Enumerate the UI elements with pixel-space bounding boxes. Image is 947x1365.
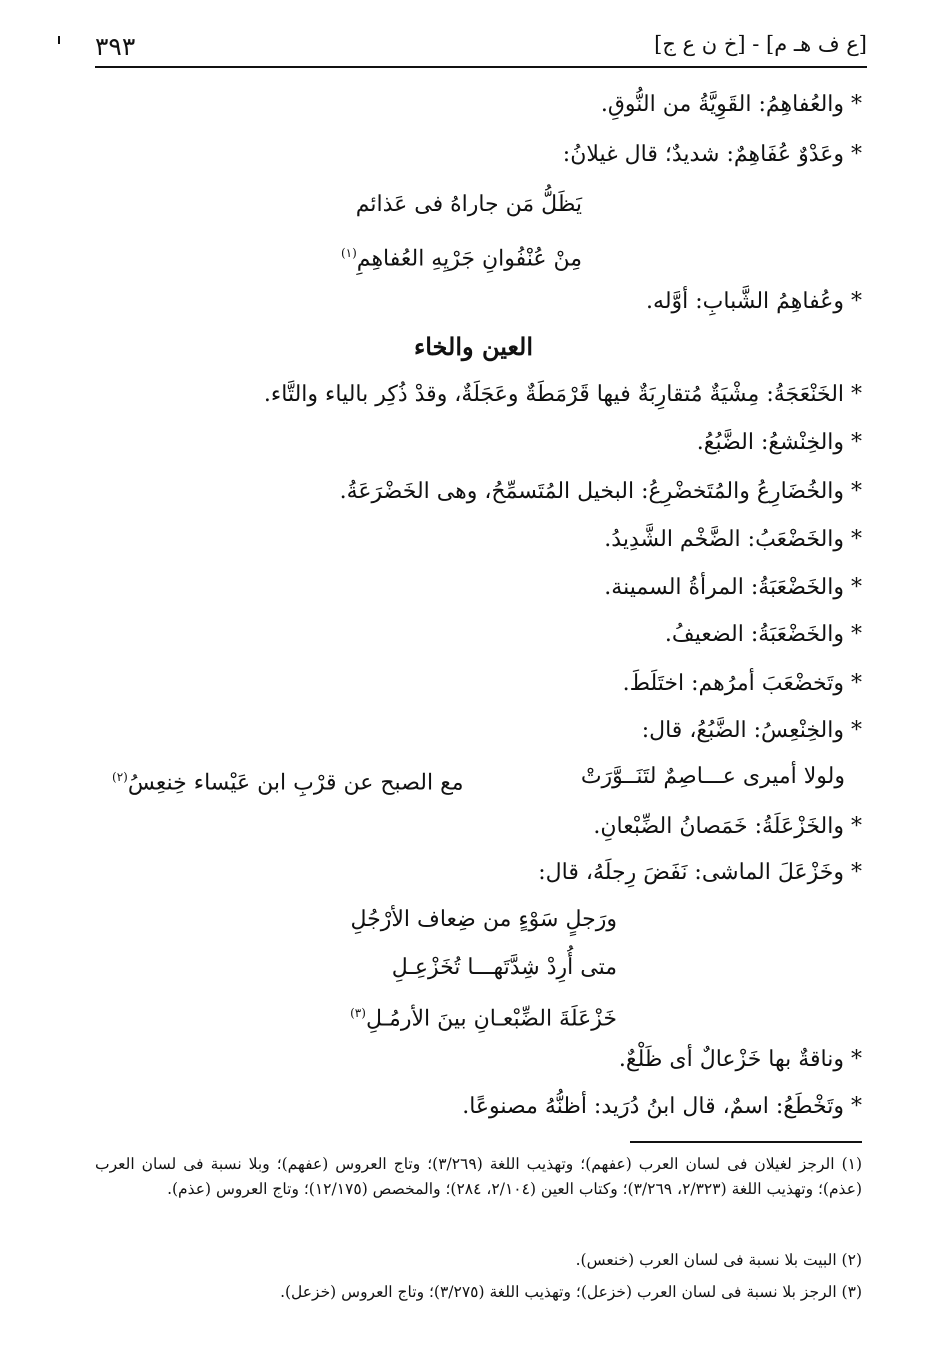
- entry-line: * والخَضْعَبَةُ: الضعيفُ.: [664, 622, 862, 647]
- footnote-2: (٢) البيت بلا نسبة فى لسان العرب (خنعس).: [575, 1251, 862, 1269]
- footnote-1: (١) الرجز لغيلان فى لسان العرب (عفهم)؛ وتهذيب اللغة (٣/٢٦٩)؛ وتاج العروس (عفهم)؛ وبلا نسبة فى لسان العرب (عذم)؛ وتهذيب اللغة (٢/٣٢٣، ٣/٢٦٩)؛ وكتاب العين (٢/١٠٤، ٢٨٤)؛ والمخصص (١٢/١٧٥)؛ وتاج العروس (عذم).: [95, 1155, 863, 1198]
- entry-line: * والخَضْعَبُ: الضَّخْم الشَّدِيدُ.: [604, 527, 862, 552]
- entry-line: * وعَدْوٌ عُفَاهِمٌ: شديدٌ؛ قال غيلانُ:: [562, 142, 862, 167]
- entry-line: * والخِنْعِسُ: الضَّبُعُ، قال:: [641, 718, 862, 743]
- poem-line: [350, 998, 617, 1034]
- footnote-ref: (١): [340, 246, 357, 260]
- poem-text: خَزْعَلَةَ الضِّبْعـانِ بينَ الأرمُـلِ: [365, 1006, 617, 1032]
- page-header: [95, 30, 867, 68]
- entry-line: * وخَزْعَلَ الماشى: نَفَضَ رِجلَهُ، قال:: [538, 860, 862, 885]
- poem-line: يَظَلُّ مَن جاراهُ فى عَذائم: [355, 192, 582, 217]
- verse-text: مع الصبح عن قرْبِ ابن عَيْساء خِنعِسُ: [127, 770, 464, 796]
- margin-mark: [58, 36, 60, 44]
- page-number: ٣٩٣: [95, 32, 136, 61]
- verse-second-half: [112, 762, 464, 798]
- entry-line: * وتَخضْعَبَ أمرُهم: اختَلَطَ.: [622, 671, 862, 696]
- poem-line: [341, 238, 582, 274]
- running-title: [ع ف هـ م] - [خ ن ع ج]: [654, 32, 867, 56]
- poem-line: ورَجلٍ سَوْءٍ من ضِعاف الأرْجُلِ: [350, 907, 617, 932]
- section-title: العين والخاء: [413, 332, 534, 361]
- entry-line: * والخَضْعَبَةُ: المرأةُ السمينة.: [604, 575, 862, 600]
- entry-line: * والعُفاهِمُ: القَوِيَّةُ من النُّوقِ.: [600, 92, 862, 117]
- entry-line: * الخَنْعَجَةُ: مِشْيَةٌ مُتقارِبَةٌ فيها قَرْمَطَةٌ وعَجَلَةٌ، وقدْ ذُكِر بالياء والتَّاء.: [263, 382, 862, 407]
- verse-first-half: ولولا أميرى عـــاصِمٌ لتَنَــوَّرَتْ: [580, 764, 845, 789]
- footnote-separator: [630, 1141, 862, 1143]
- entry-line: * وتَخْطَعُ: اسمٌ، قال ابنُ دُرَيد: أظنُّهُ مصنوعًا.: [462, 1094, 862, 1119]
- entry-line: * وعُفاهِمُ الشَّبابِ: أوَّله.: [646, 289, 862, 314]
- entry-line: * والخُضَارِعُ والمُتَخضْرِعُ: البخيل المُتَسمِّحُ، وهى الخَضْرَعَةُ.: [339, 479, 862, 504]
- poem-line: متى أُرِدْ شِدَّتَهـــا تُخَزْعِـلِ: [391, 955, 617, 980]
- footnote-3: (٣) الرجز بلا نسبة فى لسان العرب (خزعل)؛ وتهذيب اللغة (٣/٢٧٥)؛ وتاج العروس (خزعل).: [280, 1283, 862, 1301]
- entry-line: * وناقةٌ بها خَزْعالٌ أى ظَلْعٌ.: [618, 1047, 862, 1072]
- entry-line: * والخِنْشعُ: الضَّبُعُ.: [696, 430, 862, 455]
- footnote-ref: (٣): [350, 1006, 366, 1020]
- footnote-ref: (٢): [112, 770, 128, 784]
- poem-text: مِنْ عُنْفُوانِ جَرْيِهِ العُفاهِمِ: [356, 246, 582, 272]
- entry-line: * والخَزْعَلَةُ: خَمَصانُ الضِّبْعانِ.: [593, 814, 862, 839]
